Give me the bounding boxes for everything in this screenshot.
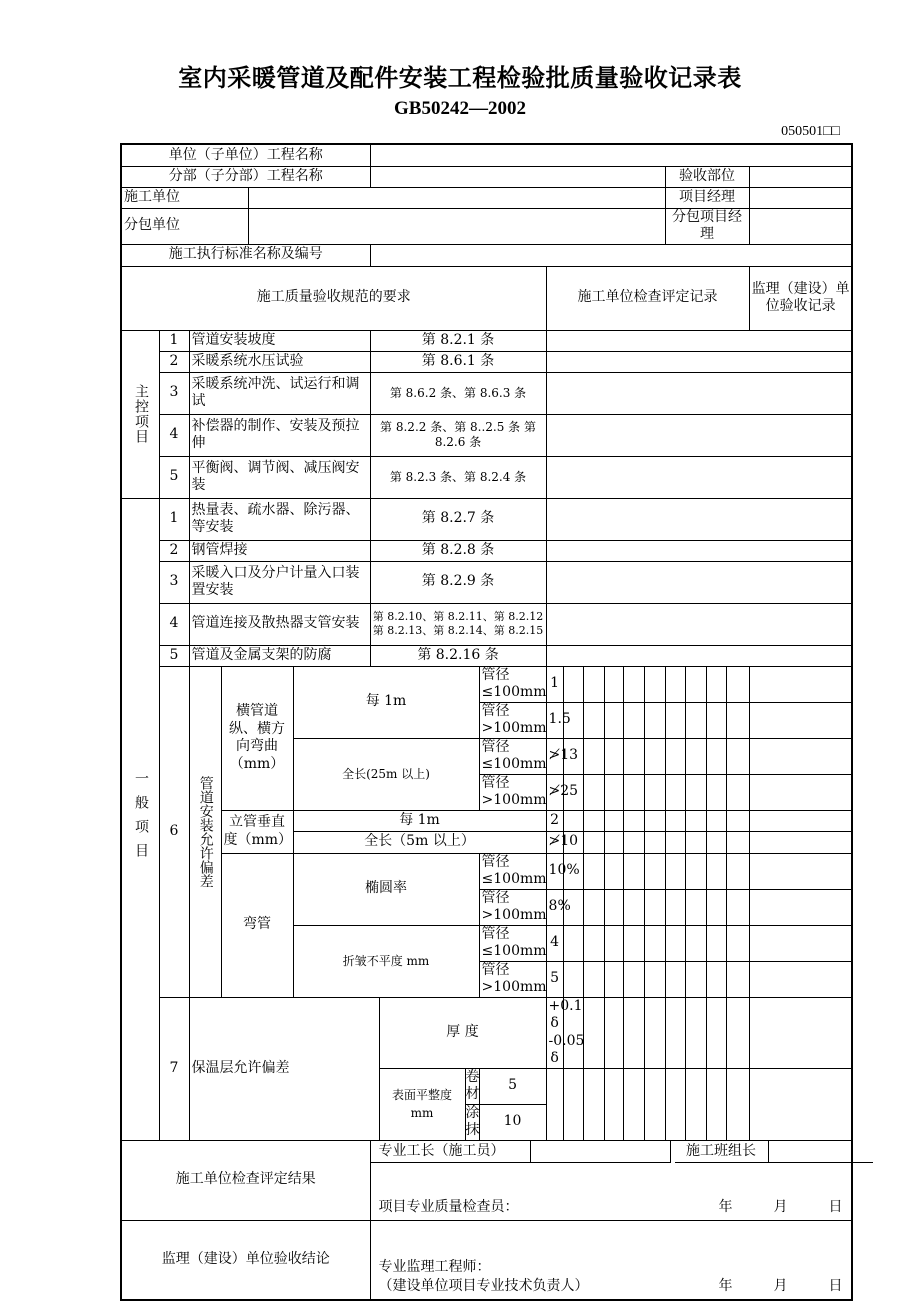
measure-cell[interactable] — [726, 831, 749, 853]
roll-value: 5 — [480, 1069, 546, 1105]
subcontract-manager-value[interactable] — [749, 208, 852, 244]
general-item-clause: 第 8.2.9 条 — [370, 561, 546, 603]
measure-cell[interactable] — [604, 774, 623, 810]
measure-cell[interactable] — [685, 666, 706, 702]
measure-cell[interactable] — [749, 738, 852, 774]
measure-cell[interactable] — [749, 889, 852, 925]
main-item-record[interactable] — [546, 330, 852, 351]
day-label: 日 — [828, 1198, 843, 1215]
measure-cell[interactable] — [685, 889, 706, 925]
foreman-label: 专业工长（施工员） — [378, 1142, 505, 1159]
measure-cell[interactable] — [706, 853, 726, 889]
measure-cell[interactable] — [623, 997, 644, 1068]
measure-cell[interactable] — [604, 1068, 623, 1140]
general-item-clause: 第 8.2.7 条 — [370, 498, 546, 540]
subcontract-unit-label: 分包单位 — [121, 208, 248, 244]
general-item-record[interactable] — [546, 540, 852, 561]
measure-cell[interactable] — [623, 1068, 644, 1140]
measure-cell[interactable] — [665, 925, 685, 961]
inspector-label: 项目专业质量检查员： — [378, 1198, 519, 1215]
measure-cell[interactable] — [749, 810, 852, 831]
year-label: 年 — [718, 1198, 733, 1215]
general-item-no: 4 — [159, 603, 189, 645]
supervisor-conclusion-label: 监理（建设）单位验收结论 — [121, 1220, 370, 1300]
measure-cell[interactable] — [749, 925, 852, 961]
pipe-diameter-le100: 管径≤100mm — [479, 925, 546, 961]
requirements-header: 施工质量验收规范的要求 — [121, 266, 546, 330]
vertical-label: 立管垂直度（mm） — [221, 810, 293, 853]
general-item-record[interactable] — [546, 603, 852, 645]
measure-cell[interactable] — [623, 810, 644, 831]
thickness-tol-upper: +0.1 δ — [548, 997, 583, 1031]
measure-cell[interactable] — [685, 738, 706, 774]
main-item-no: 5 — [159, 456, 189, 498]
wrinkle-label: 折皱不平度 mm — [293, 925, 479, 997]
tolerance-value: ≯10 — [546, 831, 563, 853]
tolerance-value: 5 — [546, 961, 563, 997]
measure-cell[interactable] — [546, 1068, 563, 1140]
bend-label: 弯管 — [221, 853, 293, 997]
year-label: 年 — [718, 1277, 733, 1294]
measure-cell[interactable] — [604, 666, 623, 702]
general-item-clause: 第 8.2.10、第 8.2.11、第 8.2.12 第 8.2.13、第 8.2.14、第 8.2.15 — [370, 603, 546, 645]
measure-cell[interactable] — [583, 1068, 604, 1140]
measure-cell[interactable] — [685, 925, 706, 961]
tolerance-value: 2 — [546, 810, 563, 831]
measure-cell[interactable] — [623, 889, 644, 925]
measure-cell[interactable] — [583, 774, 604, 810]
measure-cell[interactable] — [665, 810, 685, 831]
measure-cell[interactable] — [644, 1068, 665, 1140]
item6-label: 管道安装允许偏差 — [189, 666, 221, 997]
tolerance-value: 8% — [546, 889, 563, 925]
flatness-text: 表面平整度 mm — [380, 1069, 466, 1140]
general-item-clause: 第 8.2.8 条 — [370, 540, 546, 561]
main-item-clause: 第 8.2.1 条 — [370, 330, 546, 351]
measure-cell[interactable] — [623, 831, 644, 853]
measure-cell[interactable] — [644, 831, 665, 853]
main-item-no: 3 — [159, 372, 189, 414]
main-item-no: 2 — [159, 351, 189, 372]
general-item-no: 2 — [159, 540, 189, 561]
roll-label: 卷材 — [466, 1069, 480, 1105]
pipe-diameter-le100: 管径≤100mm — [479, 666, 546, 702]
measure-cell[interactable] — [749, 961, 852, 997]
measure-cell[interactable] — [623, 774, 644, 810]
thickness-tol-lower: -0.05 δ — [548, 1032, 585, 1066]
measure-cell[interactable] — [604, 997, 623, 1068]
measure-cell[interactable] — [583, 666, 604, 702]
measure-cell[interactable] — [749, 831, 852, 853]
measure-cell[interactable] — [623, 702, 644, 738]
measure-cell[interactable] — [583, 889, 604, 925]
project-manager-value[interactable] — [749, 187, 852, 208]
pipe-diameter-gt100: 管径>100mm — [479, 774, 546, 810]
measure-cell[interactable] — [726, 961, 749, 997]
subcontract-unit-value[interactable] — [248, 208, 665, 244]
contractor-record-header: 施工单位检查评定记录 — [546, 266, 749, 330]
team-leader-label: 施工班组长 — [675, 1143, 768, 1163]
construction-unit-label: 施工单位 — [121, 187, 248, 208]
measure-cell[interactable] — [623, 925, 644, 961]
standard-value[interactable] — [370, 244, 852, 266]
measure-cell[interactable] — [665, 997, 685, 1068]
measure-cell[interactable] — [726, 702, 749, 738]
measure-cell[interactable] — [583, 738, 604, 774]
acceptance-form-table — [120, 143, 853, 1301]
measure-cell[interactable] — [685, 1068, 706, 1140]
measure-cell[interactable] — [706, 997, 726, 1068]
main-item-clause: 第 8.6.1 条 — [370, 351, 546, 372]
form-code: 050501□□ — [781, 124, 840, 139]
acceptance-part-label: 验收部位 — [665, 166, 749, 187]
measure-cell[interactable] — [644, 666, 665, 702]
measure-cell[interactable] — [583, 925, 604, 961]
project-manager-label: 项目经理 — [665, 187, 749, 208]
measure-cell[interactable] — [644, 925, 665, 961]
full-length-25-label: 全长(25m 以上) — [293, 738, 479, 810]
measure-cell[interactable] — [644, 702, 665, 738]
supervisor-conclusion-area[interactable] — [370, 1220, 852, 1300]
measure-cell[interactable] — [644, 961, 665, 997]
measure-cell[interactable] — [685, 702, 706, 738]
measure-cell[interactable] — [726, 925, 749, 961]
unit-project-value[interactable] — [370, 144, 852, 166]
general-item-no: 5 — [159, 645, 189, 666]
measure-cell[interactable] — [726, 889, 749, 925]
supervisor-record-header: 监理（建设）单位验收记录 — [749, 266, 852, 330]
horizontal-bend-label: 横管道纵、横方向弯曲（mm） — [221, 666, 293, 810]
main-item-name: 管道安装坡度 — [189, 330, 370, 351]
subcontract-manager-label: 分包项目经理 — [665, 208, 749, 244]
main-items-group-label: 主控项目 — [121, 330, 159, 498]
form-title: 室内采暖管道及配件安装工程检验批质量验收记录表 — [178, 64, 742, 92]
tolerance-value: 1 — [546, 666, 563, 702]
measure-cell[interactable] — [706, 666, 726, 702]
measure-cell[interactable] — [604, 925, 623, 961]
measure-cell[interactable] — [665, 961, 685, 997]
tolerance-value: 4 — [546, 925, 563, 961]
general-item-record[interactable] — [546, 561, 852, 603]
main-item-clause: 第 8.2.3 条、第 8.2.4 条 — [370, 456, 546, 498]
measure-cell[interactable] — [706, 810, 726, 831]
measure-cell[interactable] — [563, 810, 583, 831]
measure-cell[interactable] — [685, 961, 706, 997]
measure-cell[interactable] — [644, 774, 665, 810]
main-item-name: 平衡阀、调节阀、减压阀安装 — [189, 456, 370, 498]
measure-cell[interactable] — [706, 774, 726, 810]
flatness-label — [379, 1068, 479, 1140]
pipe-diameter-le100: 管径≤100mm — [479, 738, 546, 774]
item7-label: 保温层允许偏差 — [189, 997, 379, 1140]
pipe-diameter-gt100: 管径>100mm — [479, 702, 546, 738]
flatness-values — [479, 1068, 546, 1140]
measure-cell[interactable] — [583, 831, 604, 853]
measure-cell[interactable] — [726, 774, 749, 810]
acceptance-part-value[interactable] — [749, 166, 852, 187]
vertical-per-meter-label: 每 1m — [293, 810, 546, 831]
general-item-record[interactable] — [546, 645, 852, 666]
measure-cell[interactable] — [563, 925, 583, 961]
general-item-no: 1 — [159, 498, 189, 540]
item7-no: 7 — [159, 997, 189, 1140]
measure-cell[interactable] — [665, 1068, 685, 1140]
general-item-name: 采暖入口及分户计量入口装置安装 — [189, 561, 370, 603]
measure-cell[interactable] — [749, 853, 852, 889]
measure-cell[interactable] — [706, 1068, 726, 1140]
main-item-no: 4 — [159, 414, 189, 456]
measure-cell[interactable] — [706, 925, 726, 961]
month-label: 月 — [773, 1277, 788, 1294]
main-item-record[interactable] — [546, 414, 852, 456]
measure-cell[interactable] — [726, 738, 749, 774]
tolerance-value: 1.5 — [546, 702, 563, 738]
measure-cell[interactable] — [583, 961, 604, 997]
tolerance-value: ≯25 — [546, 774, 563, 810]
measure-cell[interactable] — [644, 853, 665, 889]
general-item-name: 管道及金属支架的防腐 — [189, 645, 370, 666]
main-item-record[interactable] — [546, 351, 852, 372]
measure-cell[interactable] — [563, 961, 583, 997]
unit-project-label: 单位（子单位）工程名称 — [121, 144, 370, 166]
measure-cell[interactable] — [623, 666, 644, 702]
measure-cell[interactable] — [706, 889, 726, 925]
standard-number: GB50242—2002 — [394, 98, 526, 119]
main-item-no: 1 — [159, 330, 189, 351]
day-label: 日 — [828, 1277, 843, 1294]
measure-cell[interactable] — [604, 831, 623, 853]
ovality-label: 椭圆率 — [293, 853, 479, 925]
measure-cell[interactable] — [604, 702, 623, 738]
pipe-diameter-le100: 管径≤100mm — [479, 853, 546, 889]
month-label: 月 — [773, 1198, 788, 1215]
measure-cell[interactable] — [644, 810, 665, 831]
measure-cell[interactable] — [749, 666, 852, 702]
general-item-name: 钢管焊接 — [189, 540, 370, 561]
measure-cell[interactable] — [563, 1068, 583, 1140]
measure-cell[interactable] — [644, 997, 665, 1068]
measure-cell[interactable] — [749, 774, 852, 810]
coat-value: 10 — [503, 1113, 522, 1130]
measure-cell[interactable] — [665, 831, 685, 853]
measure-cell[interactable] — [726, 1068, 749, 1140]
per-meter-label: 每 1m — [293, 666, 479, 738]
main-item-record[interactable] — [546, 372, 852, 414]
measure-cell[interactable] — [665, 774, 685, 810]
main-item-clause: 第 8.2.2 条、第 8..2.5 条 第 8.2.6 条 — [370, 414, 546, 456]
measure-cell[interactable] — [685, 831, 706, 853]
measure-cell[interactable] — [623, 738, 644, 774]
thickness-label: 厚 度 — [379, 997, 546, 1068]
main-item-name: 采暖系统水压试验 — [189, 351, 370, 372]
sub-project-label: 分部（子分部）工程名称 — [121, 166, 370, 187]
measure-cell[interactable] — [749, 702, 852, 738]
construction-unit-value[interactable] — [248, 187, 665, 208]
measure-cell[interactable] — [583, 997, 604, 1068]
measure-cell[interactable] — [604, 810, 623, 831]
tolerance-value: ≯13 — [546, 738, 563, 774]
measure-cell[interactable] — [685, 774, 706, 810]
thickness-tolerance — [546, 997, 585, 1068]
supervisor-engineer-label: 专业监理工程师： — [378, 1258, 491, 1275]
measure-cell[interactable] — [706, 831, 726, 853]
measure-cell[interactable] — [665, 666, 685, 702]
general-item-no: 3 — [159, 561, 189, 603]
contractor-result-label: 施工单位检查评定结果 — [121, 1140, 370, 1220]
item6-no: 6 — [159, 666, 189, 997]
general-items-group-text: 一般项目 — [133, 771, 149, 867]
general-item-name: 管道连接及散热器支管安装 — [189, 603, 370, 645]
measure-cell[interactable] — [749, 997, 852, 1068]
measure-cell[interactable] — [665, 853, 685, 889]
general-item-record[interactable] — [546, 498, 852, 540]
measure-cell[interactable] — [706, 702, 726, 738]
measure-cell[interactable] — [726, 853, 749, 889]
measure-cell[interactable] — [604, 738, 623, 774]
measure-cell[interactable] — [604, 853, 623, 889]
measure-cell[interactable] — [665, 702, 685, 738]
measure-cell[interactable] — [583, 853, 604, 889]
tech-leader-label: （建设单位项目专业技术负责人） — [378, 1277, 589, 1294]
measure-cell[interactable] — [685, 853, 706, 889]
measure-cell[interactable] — [706, 961, 726, 997]
main-item-clause: 第 8.6.2 条、第 8.6.3 条 — [370, 372, 546, 414]
measure-cell[interactable] — [623, 961, 644, 997]
measure-cell[interactable] — [623, 853, 644, 889]
measure-cell[interactable] — [685, 997, 706, 1068]
contractor-result-area[interactable] — [370, 1140, 852, 1220]
measure-cell[interactable] — [706, 738, 726, 774]
measure-cell[interactable] — [563, 666, 583, 702]
coat-label: 涂抹 — [465, 1104, 480, 1138]
general-item-clause: 第 8.2.16 条 — [370, 645, 546, 666]
measure-cell[interactable] — [685, 810, 706, 831]
pipe-diameter-gt100: 管径>100mm — [479, 961, 546, 997]
measure-cell[interactable] — [604, 961, 623, 997]
general-items-group-label — [121, 498, 159, 1140]
measure-cell[interactable] — [583, 702, 604, 738]
measure-cell[interactable] — [726, 666, 749, 702]
vertical-full-label: 全长（5m 以上） — [293, 831, 546, 853]
main-item-name: 采暖系统冲洗、试运行和调试 — [189, 372, 370, 414]
measure-cell[interactable] — [604, 889, 623, 925]
main-item-record[interactable] — [546, 456, 852, 498]
measure-cell[interactable] — [644, 889, 665, 925]
measure-cell[interactable] — [665, 738, 685, 774]
general-item-name: 热量表、疏水器、除污器、等安装 — [189, 498, 370, 540]
measure-cell[interactable] — [665, 889, 685, 925]
measure-cell[interactable] — [726, 810, 749, 831]
sub-project-value[interactable] — [370, 166, 665, 187]
measure-cell[interactable] — [644, 738, 665, 774]
tolerance-value: 10% — [546, 853, 563, 889]
measure-cell[interactable] — [583, 810, 604, 831]
pipe-diameter-gt100: 管径>100mm — [479, 889, 546, 925]
measure-cell[interactable] — [726, 997, 749, 1068]
standard-label: 施工执行标准名称及编号 — [121, 244, 370, 266]
main-item-name: 补偿器的制作、安装及预拉伸 — [189, 414, 370, 456]
